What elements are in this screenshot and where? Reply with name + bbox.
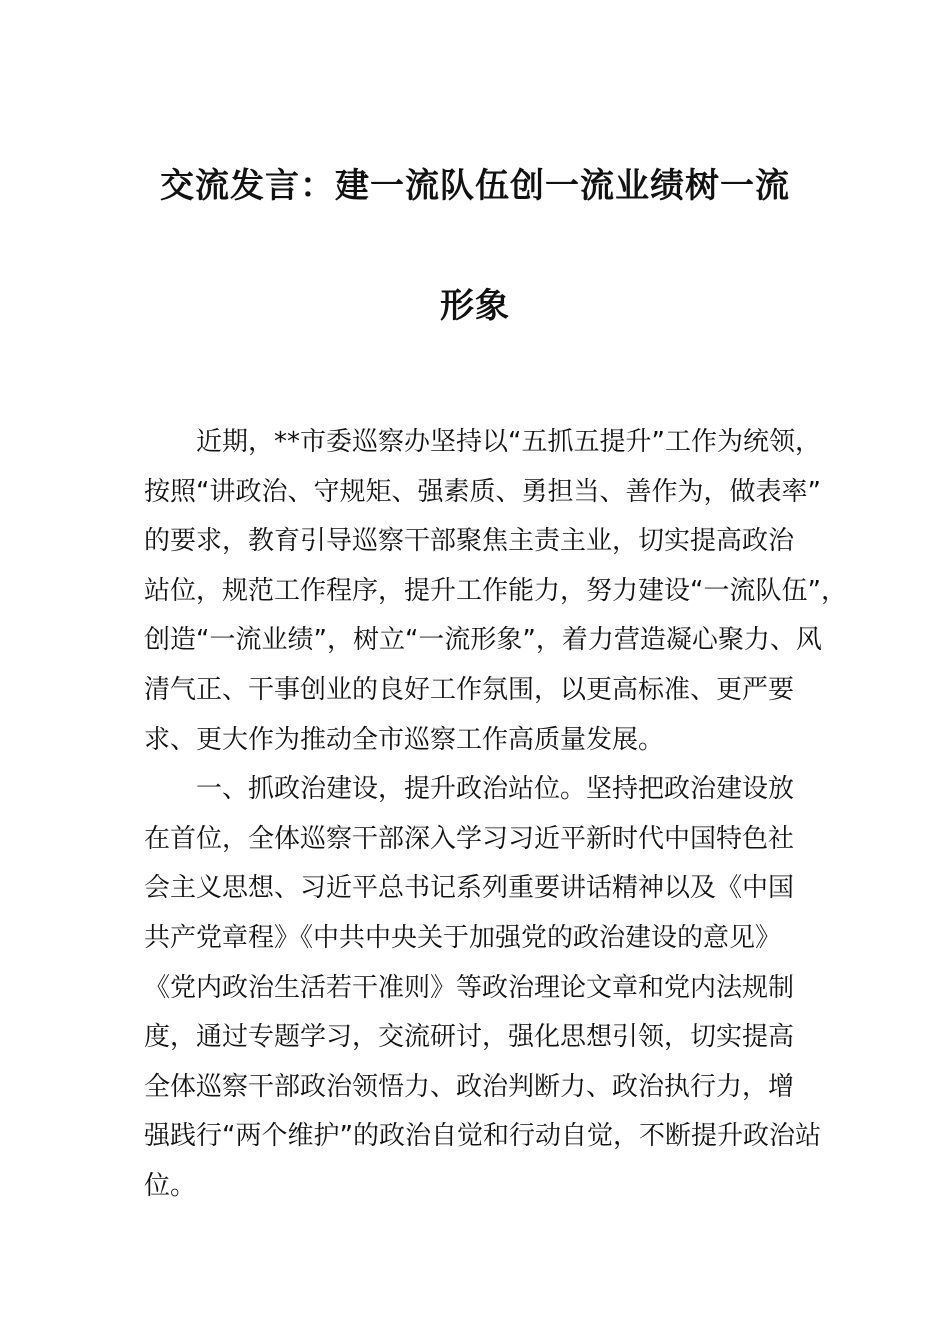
document-title: 交流发言：建一流队伍创一流业绩树一流 — [160, 166, 790, 206]
paragraph-2-line: 《党内政治生活若干准则》等政治理论文章和党内法规制 — [144, 972, 795, 1003]
paragraph-2-line: 在首位，全体巡察干部深入学习习近平新时代中国特色社 — [144, 823, 795, 854]
paragraph-1-line: 近期，**市委巡察办坚持以“五抓五提升”工作为统领， — [196, 427, 821, 457]
paragraph-2-line: 一、抓政治建设，提升政治站位。坚持把政治建设放 — [196, 774, 795, 805]
paragraph-2-line: 位。 — [144, 1170, 197, 1201]
paragraph-2-line: 会主义思想、习近平总书记系列重要讲话精神以及《中国 — [144, 873, 795, 904]
paragraph-1-line: 清气正、干事创业的良好工作氛围，以更高标准、更严要 — [144, 674, 795, 705]
document-body — [144, 418, 847, 1212]
paragraph-2-line: 度，通过专题学习，交流研讨，强化思想引领，切实提高 — [144, 1022, 795, 1053]
paragraph-2-line: 强践行“两个维护”的政治自觉和行动自觉，不断提升政治站 — [144, 1121, 821, 1152]
paragraph-1-line: 按照“讲政治、守规矩、强素质、勇担当、善作为，做表率” — [144, 476, 821, 507]
paragraph-1-line: 创造“一流业绩”，树立“一流形象”，着力营造凝心聚力、风 — [144, 625, 822, 656]
paragraph-2-line: 全体巡察干部政治领悟力、政治判断力、政治执行力，增 — [144, 1071, 795, 1102]
paragraph-1-line: 站位，规范工作程序，提升工作能力，努力建设“一流队伍”， — [144, 575, 847, 606]
document-title-continued: 形象 — [440, 286, 510, 326]
paragraph-1-line: 的要求，教育引导巡察干部聚焦主责主业，切实提高政治 — [144, 526, 795, 557]
paragraph-2-line: 共产党章程》《中共中央关于加强党的政治建设的意见》 — [144, 922, 782, 953]
paragraph-1-line: 求、更大作为推动全市巡察工作高质量发展。 — [144, 724, 665, 755]
